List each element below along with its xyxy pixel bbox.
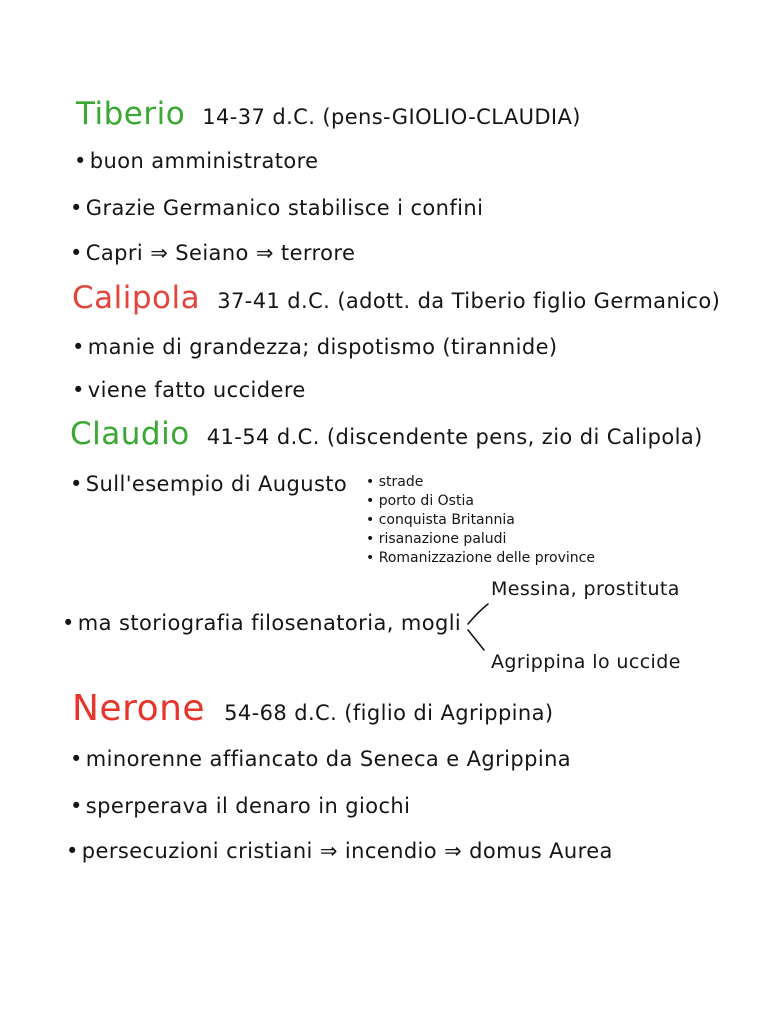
calipola-name: Calipola	[72, 280, 201, 316]
nerone-bullet-1	[70, 747, 571, 771]
branch-upper-line	[468, 604, 488, 624]
claudio-name: Claudio	[70, 416, 190, 452]
sub-item-text: risanazione paludi	[378, 531, 507, 547]
bullet-dot: •	[72, 335, 85, 359]
sub-item-text: conquista Britannia	[378, 512, 515, 528]
nerone-dates: 54-68 d.C. (figlio di Agrippina)	[224, 701, 554, 725]
bullet-dot: •	[366, 550, 379, 566]
tiberio-name: Tiberio	[76, 96, 186, 132]
bullet-dot: •	[366, 474, 379, 490]
claudio-wife-1	[491, 578, 680, 600]
bullet-text: ma storiografia filosenatoria, mogli	[77, 611, 462, 635]
bullet-dot: •	[72, 378, 85, 402]
sub-item-text: porto di Ostia	[378, 493, 474, 509]
claudio-dates: 41-54 d.C. (discendente pens, zio di Calipola)	[206, 425, 703, 449]
nerone-heading	[72, 688, 553, 729]
claudio-wife-2	[491, 651, 681, 673]
bullet-dot: •	[70, 794, 83, 818]
calipola-dates: 37-41 d.C. (adott. da Tiberio figlio Germanico)	[217, 289, 721, 313]
bullet-dot: •	[66, 839, 79, 863]
wife-text: Messina, prostituta	[491, 578, 680, 600]
bullet-dot: •	[366, 531, 379, 547]
nerone-bullet-2	[70, 794, 410, 818]
bullet-text: sperperava il denaro in giochi	[85, 794, 411, 818]
bullet-text: persecuzioni cristiani ⇒ incendio ⇒ domus Aurea	[81, 839, 613, 863]
wife-text: Agrippina lo uccide	[491, 651, 681, 673]
bullet-text: minorenne affiancato da Seneca e Agrippina	[85, 747, 572, 771]
bullet-dot: •	[74, 149, 87, 173]
tiberio-dates: 14-37 d.C. (pens-GIOLIO-CLAUDIA)	[202, 105, 581, 129]
bullet-text: Capri ⇒ Seiano ⇒ terrore	[85, 241, 356, 265]
bullet-text: viene fatto uccidere	[87, 378, 306, 402]
bullet-text: Grazie Germanico stabilisce i confini	[85, 196, 484, 220]
sub-item-text: strade	[378, 474, 424, 490]
bullet-text: buon amministratore	[89, 149, 319, 173]
bullet-dot: •	[70, 747, 83, 771]
bullet-dot: •	[70, 472, 83, 496]
bullet-dot: •	[62, 611, 75, 635]
bullet-dot: •	[70, 241, 83, 265]
bullet-text: manie di grandezza; dispotismo (tirannide)	[87, 335, 558, 359]
nerone-name: Nerone	[72, 688, 206, 729]
bullet-dot: •	[366, 512, 379, 528]
branch-lower-line	[468, 630, 484, 650]
bullet-dot: •	[366, 493, 379, 509]
bullet-text: Sull'esempio di Augusto	[85, 472, 348, 496]
bullet-dot: •	[70, 196, 83, 220]
sub-item-text: Romanizzazione delle province	[378, 550, 595, 566]
nerone-bullet-3	[66, 839, 613, 863]
